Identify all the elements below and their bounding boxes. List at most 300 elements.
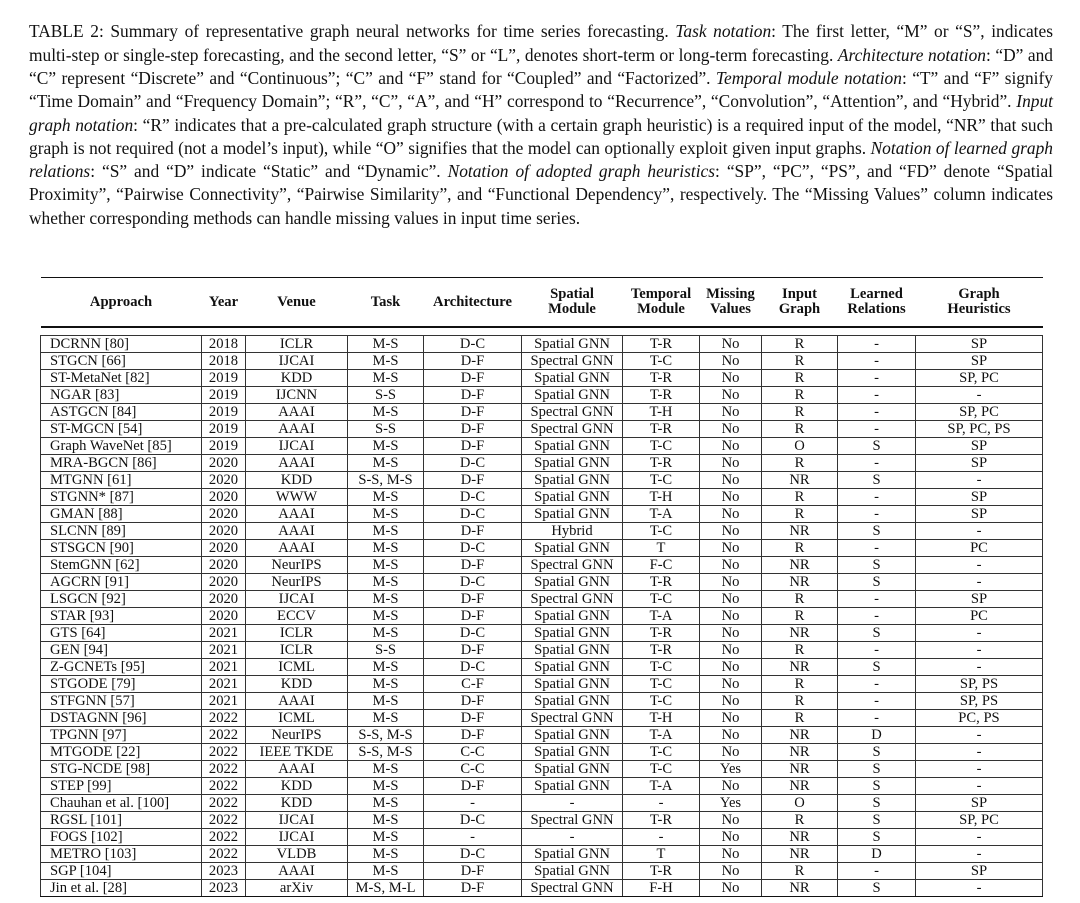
table-cell: NeurIPS <box>246 727 348 744</box>
table-cell: 2023 <box>202 880 246 897</box>
table-cell: S-S <box>348 387 424 404</box>
table-cell: S <box>838 880 916 897</box>
column-header <box>838 278 916 327</box>
table-cell: T-H <box>623 710 700 727</box>
table-cell: No <box>700 642 762 659</box>
table-row <box>41 880 1043 897</box>
table-cell: 2020 <box>202 540 246 557</box>
table-cell: D-C <box>424 625 522 642</box>
table-cell: Hybrid <box>522 523 623 540</box>
table-cell: SP <box>916 489 1043 506</box>
column-header-line1: Approach <box>89 293 153 310</box>
table-cell: No <box>700 744 762 761</box>
table-row <box>41 795 1043 812</box>
table-cell: M-S <box>348 761 424 778</box>
table-cell: METRO [103] <box>41 846 202 863</box>
table-cell: Spatial GNN <box>522 846 623 863</box>
table-cell: Jin et al. [28] <box>41 880 202 897</box>
table-cell: IEEE TKDE <box>246 744 348 761</box>
table-cell: ICLR <box>246 625 348 642</box>
table-row <box>41 812 1043 829</box>
table-cell: AAAI <box>246 761 348 778</box>
column-header <box>424 278 522 327</box>
table-cell: MTGODE [22] <box>41 744 202 761</box>
table-cell: 2022 <box>202 761 246 778</box>
learned-relations-notation-text: : “S” and “D” indicate “Static” and “Dynamic”. <box>90 161 448 182</box>
table-cell: T-R <box>623 370 700 387</box>
table-cell: No <box>700 863 762 880</box>
table-cell: No <box>700 625 762 642</box>
table-cell: Chauhan et al. [100] <box>41 795 202 812</box>
table-cell: Spatial GNN <box>522 438 623 455</box>
table-cell: NR <box>762 761 838 778</box>
table-cell: D-F <box>424 353 522 370</box>
table-cell: Spatial GNN <box>522 778 623 795</box>
table-cell: D-C <box>424 812 522 829</box>
table-cell: No <box>700 506 762 523</box>
table-cell: SP <box>916 353 1043 370</box>
table-cell: M-S <box>348 540 424 557</box>
table-cell: T-R <box>623 421 700 438</box>
table-cell: R <box>762 608 838 625</box>
table-cell: TPGNN [97] <box>41 727 202 744</box>
column-header-line2: Relations <box>847 301 906 317</box>
table-cell: No <box>700 880 762 897</box>
table-cell: T-R <box>623 642 700 659</box>
table-cell: NR <box>762 659 838 676</box>
table-cell: 2021 <box>202 642 246 659</box>
table-cell: NR <box>762 846 838 863</box>
column-header-line2: Heuristics <box>947 301 1011 317</box>
table-cell: DCRNN [80] <box>41 336 202 353</box>
table-cell: Spatial GNN <box>522 387 623 404</box>
table-cell: T <box>623 846 700 863</box>
table-row <box>41 710 1043 727</box>
table-cell: T-R <box>623 863 700 880</box>
table-cell: AAAI <box>246 404 348 421</box>
table-cell: Yes <box>700 761 762 778</box>
table-cell: VLDB <box>246 846 348 863</box>
table-cell: R <box>762 336 838 353</box>
column-header-line1: Temporal <box>630 286 692 302</box>
table-cell: No <box>700 370 762 387</box>
table-cell: 2019 <box>202 438 246 455</box>
table-cell: Spatial GNN <box>522 642 623 659</box>
table-cell: R <box>762 353 838 370</box>
table-cell: - <box>916 523 1043 540</box>
table-cell: No <box>700 472 762 489</box>
learned-relations-notation-label: Notation of learned graph relations <box>29 137 1054 182</box>
table-cell: M-S <box>348 693 424 710</box>
table-cell: NR <box>762 727 838 744</box>
column-header-line1: Venue <box>277 293 316 310</box>
table-cell: R <box>762 693 838 710</box>
table-cell: S-S, M-S <box>348 472 424 489</box>
column-header-line1: Input <box>782 286 817 302</box>
table-cell: - <box>916 846 1043 863</box>
table-cell: ICML <box>246 710 348 727</box>
table-cell: C-F <box>424 676 522 693</box>
table-cell: 2021 <box>202 693 246 710</box>
table-cell: NR <box>762 744 838 761</box>
table-cell: Spectral GNN <box>522 421 623 438</box>
table-row <box>41 591 1043 608</box>
table-cell: Spatial GNN <box>522 727 623 744</box>
table-cell: ST-MetaNet [82] <box>41 370 202 387</box>
temporal-notation-label: Temporal module notation <box>715 67 902 88</box>
table-row <box>41 727 1043 744</box>
table-cell: S <box>838 472 916 489</box>
table-cell: T-C <box>623 761 700 778</box>
table-cell: PC <box>916 608 1043 625</box>
table-cell: IJCAI <box>246 812 348 829</box>
table-cell: D-C <box>424 506 522 523</box>
table-cell: STSGCN [90] <box>41 540 202 557</box>
table-cell: C-C <box>424 761 522 778</box>
table-cell: - <box>838 387 916 404</box>
table-cell: R <box>762 710 838 727</box>
table-cell: 2019 <box>202 421 246 438</box>
table-cell: SP <box>916 336 1043 353</box>
table-cell: Spatial GNN <box>522 540 623 557</box>
table-cell: NR <box>762 880 838 897</box>
column-header-line1: Learned <box>850 286 903 302</box>
table-cell: Spatial GNN <box>522 761 623 778</box>
temporal-notation-text: : “T” and “F” signify “Time Domain” and “Frequency Domain”; “R”, “C”, “A”, and “H” correspond to “Recurrence”, “Convolution”, “Attention”, and “Hybrid”. <box>29 67 1054 112</box>
table-cell: KDD <box>246 676 348 693</box>
table-cell: S <box>838 812 916 829</box>
table-cell: F-C <box>623 557 700 574</box>
table-row <box>41 863 1043 880</box>
column-header <box>41 278 202 327</box>
table-cell: Spectral GNN <box>522 557 623 574</box>
table-cell: T <box>623 540 700 557</box>
table-cell: - <box>916 778 1043 795</box>
table-cell: STGCN [66] <box>41 353 202 370</box>
table-cell: ICLR <box>246 642 348 659</box>
table-cell: RGSL [101] <box>41 812 202 829</box>
table-cell: No <box>700 727 762 744</box>
table-cell: F-H <box>623 880 700 897</box>
table-cell: T-R <box>623 574 700 591</box>
table-cell: 2022 <box>202 795 246 812</box>
table-cell: No <box>700 387 762 404</box>
table-cell: ST-MGCN [54] <box>41 421 202 438</box>
table-cell: M-S <box>348 438 424 455</box>
table-cell: 2022 <box>202 829 246 846</box>
table-cell: D-F <box>424 472 522 489</box>
table-row <box>41 659 1043 676</box>
table-cell: AAAI <box>246 523 348 540</box>
table-cell: Spatial GNN <box>522 489 623 506</box>
table-cell: S <box>838 659 916 676</box>
table-cell: Spectral GNN <box>522 710 623 727</box>
table-cell: T-C <box>623 523 700 540</box>
table-cell: DSTAGNN [96] <box>41 710 202 727</box>
table-cell: 2020 <box>202 506 246 523</box>
table-cell: - <box>838 455 916 472</box>
table-cell: - <box>916 744 1043 761</box>
table-row <box>41 404 1043 421</box>
table-cell: Spatial GNN <box>522 659 623 676</box>
table-cell: D-F <box>424 421 522 438</box>
column-header-line1: Year <box>208 293 239 310</box>
table-cell: D-F <box>424 387 522 404</box>
table-cell: - <box>916 642 1043 659</box>
column-header <box>916 278 1043 327</box>
table-cell: No <box>700 778 762 795</box>
table-cell: T-H <box>623 489 700 506</box>
table-cell: No <box>700 846 762 863</box>
table-cell: - <box>916 625 1043 642</box>
table-cell: T-C <box>623 693 700 710</box>
table-cell: R <box>762 812 838 829</box>
table-cell: ASTGCN [84] <box>41 404 202 421</box>
table-cell: GEN [94] <box>41 642 202 659</box>
table-cell: STGNN* [87] <box>41 489 202 506</box>
table-header-row <box>41 278 1043 327</box>
table-cell: - <box>916 727 1043 744</box>
table-caption <box>29 20 1053 230</box>
table-cell: - <box>916 829 1043 846</box>
table-cell: T-R <box>623 812 700 829</box>
table-cell: - <box>916 761 1043 778</box>
table-cell: T-R <box>623 336 700 353</box>
table-row <box>41 829 1043 846</box>
table-cell: SP, PS <box>916 676 1043 693</box>
table-body <box>41 328 1043 897</box>
table-row <box>41 489 1043 506</box>
table-cell: SP, PC <box>916 370 1043 387</box>
table-cell: No <box>700 489 762 506</box>
table-cell: 2020 <box>202 608 246 625</box>
table-cell: GMAN [88] <box>41 506 202 523</box>
architecture-notation-text: : “D” and “C” represent “Discrete” and “Continuous”; “C” and “F” stand for “Coupled” and “Factorized”. <box>29 44 1053 88</box>
table-cell: - <box>838 710 916 727</box>
table-cell: - <box>838 608 916 625</box>
table-cell: No <box>700 353 762 370</box>
table-cell: NR <box>762 472 838 489</box>
table-cell: NGAR [83] <box>41 387 202 404</box>
table-cell: S-S, M-S <box>348 727 424 744</box>
table-cell: - <box>916 880 1043 897</box>
table-cell: R <box>762 387 838 404</box>
table-cell: Spatial GNN <box>522 693 623 710</box>
table-cell: SGP [104] <box>41 863 202 880</box>
table-cell: AAAI <box>246 693 348 710</box>
table-cell: SP <box>916 591 1043 608</box>
table-cell: WWW <box>246 489 348 506</box>
column-header-line1: Graph <box>958 286 1000 302</box>
table-cell: M-S <box>348 557 424 574</box>
table-cell: No <box>700 455 762 472</box>
table-cell: 2021 <box>202 676 246 693</box>
table-cell: M-S <box>348 574 424 591</box>
table-cell: T-C <box>623 659 700 676</box>
table-cell: D-C <box>424 489 522 506</box>
table-cell: 2022 <box>202 778 246 795</box>
table-cell: M-S <box>348 353 424 370</box>
table-cell: - <box>838 353 916 370</box>
table-cell: 2020 <box>202 489 246 506</box>
table-cell: Spectral GNN <box>522 812 623 829</box>
table-cell: S <box>838 574 916 591</box>
table-cell: No <box>700 829 762 846</box>
table-cell: - <box>424 829 522 846</box>
column-header <box>762 278 838 327</box>
table-row <box>41 846 1043 863</box>
table-cell: T-H <box>623 404 700 421</box>
table-cell: IJCAI <box>246 438 348 455</box>
table-cell: M-S <box>348 506 424 523</box>
table-cell: 2019 <box>202 370 246 387</box>
table-cell: - <box>838 370 916 387</box>
table-row <box>41 761 1043 778</box>
table-cell: 2022 <box>202 846 246 863</box>
column-header-line2: Graph <box>778 301 821 317</box>
table-cell: 2019 <box>202 404 246 421</box>
table-cell: ICML <box>246 659 348 676</box>
table-cell: SP, PC <box>916 404 1043 421</box>
table-cell: 2022 <box>202 744 246 761</box>
table-row <box>41 693 1043 710</box>
table-cell: Spatial GNN <box>522 625 623 642</box>
table-cell: R <box>762 370 838 387</box>
table-cell: - <box>916 574 1043 591</box>
table-cell: M-S <box>348 659 424 676</box>
table-cell: T-A <box>623 778 700 795</box>
table-cell: - <box>838 421 916 438</box>
table-cell: S <box>838 438 916 455</box>
table-cell: Spatial GNN <box>522 370 623 387</box>
table-cell: - <box>838 404 916 421</box>
table-cell: Spectral GNN <box>522 591 623 608</box>
heuristics-notation-label: Notation of adopted graph heuristics <box>447 161 716 182</box>
table-cell: T-A <box>623 727 700 744</box>
table-cell: M-S <box>348 625 424 642</box>
table-cell: R <box>762 540 838 557</box>
table-cell: 2022 <box>202 812 246 829</box>
table-cell: SP <box>916 506 1043 523</box>
table-row <box>41 438 1043 455</box>
task-notation-text: : The first letter, “M” or “S”, indicates multi-step or single-step forecasting, and the second letter, “S” or “L”, denotes short-term or long-term forecasting. <box>29 21 1053 65</box>
table-cell: AGCRN [91] <box>41 574 202 591</box>
table-cell: No <box>700 540 762 557</box>
table-cell: D <box>838 727 916 744</box>
table-cell: 2021 <box>202 659 246 676</box>
table-cell: S-S <box>348 642 424 659</box>
table-row <box>41 523 1043 540</box>
table-cell: O <box>762 795 838 812</box>
table-cell: AAAI <box>246 863 348 880</box>
table-cell: SP <box>916 455 1043 472</box>
table-cell: - <box>916 472 1043 489</box>
input-graph-notation-label: Input graph notation <box>29 91 1053 135</box>
table-cell: S-S <box>348 421 424 438</box>
table-cell: AAAI <box>246 421 348 438</box>
table-cell: GTS [64] <box>41 625 202 642</box>
table-cell: - <box>916 659 1043 676</box>
table-cell: S <box>838 625 916 642</box>
table-cell: Spatial GNN <box>522 744 623 761</box>
table-cell: SP <box>916 795 1043 812</box>
table-cell: 2020 <box>202 455 246 472</box>
table-row <box>41 744 1043 761</box>
table-cell: 2018 <box>202 353 246 370</box>
table-cell: D-C <box>424 336 522 353</box>
table-cell: M-S <box>348 778 424 795</box>
table-cell: D-F <box>424 370 522 387</box>
table-cell: Spatial GNN <box>522 506 623 523</box>
table-cell: T-R <box>623 625 700 642</box>
table-cell: T-C <box>623 676 700 693</box>
table-cell: MRA-BGCN [86] <box>41 455 202 472</box>
table-cell: Spatial GNN <box>522 863 623 880</box>
table-cell: 2020 <box>202 472 246 489</box>
column-header-line1: Task <box>370 293 401 310</box>
table-cell: - <box>916 387 1043 404</box>
table-row <box>41 625 1043 642</box>
table-cell: - <box>838 336 916 353</box>
header-gap <box>41 328 1043 336</box>
table-cell: SP, PC, PS <box>916 421 1043 438</box>
table-cell: No <box>700 693 762 710</box>
task-notation-label: Task notation <box>675 21 772 42</box>
table-cell: D-C <box>424 455 522 472</box>
table-cell: S <box>838 557 916 574</box>
table-cell: Spatial GNN <box>522 472 623 489</box>
table-cell: 2018 <box>202 336 246 353</box>
table-cell: R <box>762 404 838 421</box>
table-cell: M-S <box>348 676 424 693</box>
table-row <box>41 676 1043 693</box>
table-cell: 2020 <box>202 574 246 591</box>
table-cell: SLCNN [89] <box>41 523 202 540</box>
table-cell: KDD <box>246 472 348 489</box>
table-cell: No <box>700 710 762 727</box>
table-cell: Graph WaveNet [85] <box>41 438 202 455</box>
column-header-line1: Spatial <box>550 286 594 302</box>
table-cell: Spatial GNN <box>522 574 623 591</box>
table-cell: 2019 <box>202 387 246 404</box>
table-cell: - <box>522 829 623 846</box>
table-cell: S <box>838 761 916 778</box>
table-cell: D-F <box>424 642 522 659</box>
table-cell: M-S <box>348 591 424 608</box>
table-cell: No <box>700 812 762 829</box>
table-cell: No <box>700 421 762 438</box>
table-cell: T-A <box>623 608 700 625</box>
table-cell: 2020 <box>202 591 246 608</box>
table-cell: T-R <box>623 387 700 404</box>
table-cell: - <box>838 693 916 710</box>
table-cell: R <box>762 863 838 880</box>
column-header <box>522 278 623 327</box>
table-row <box>41 421 1043 438</box>
gnn-summary-table <box>40 277 1043 897</box>
table-cell: - <box>838 676 916 693</box>
architecture-notation-label: Architecture notation <box>837 44 986 65</box>
table-cell: R <box>762 591 838 608</box>
table-cell: S <box>838 829 916 846</box>
table-cell: No <box>700 591 762 608</box>
table-cell: NR <box>762 778 838 795</box>
table-cell: Spatial GNN <box>522 676 623 693</box>
table-cell: NR <box>762 829 838 846</box>
caption-lead: TABLE 2: Summary of representative graph neural networks for time series forecasting. <box>29 21 676 42</box>
table-cell: M-S <box>348 846 424 863</box>
table-cell: S <box>838 778 916 795</box>
